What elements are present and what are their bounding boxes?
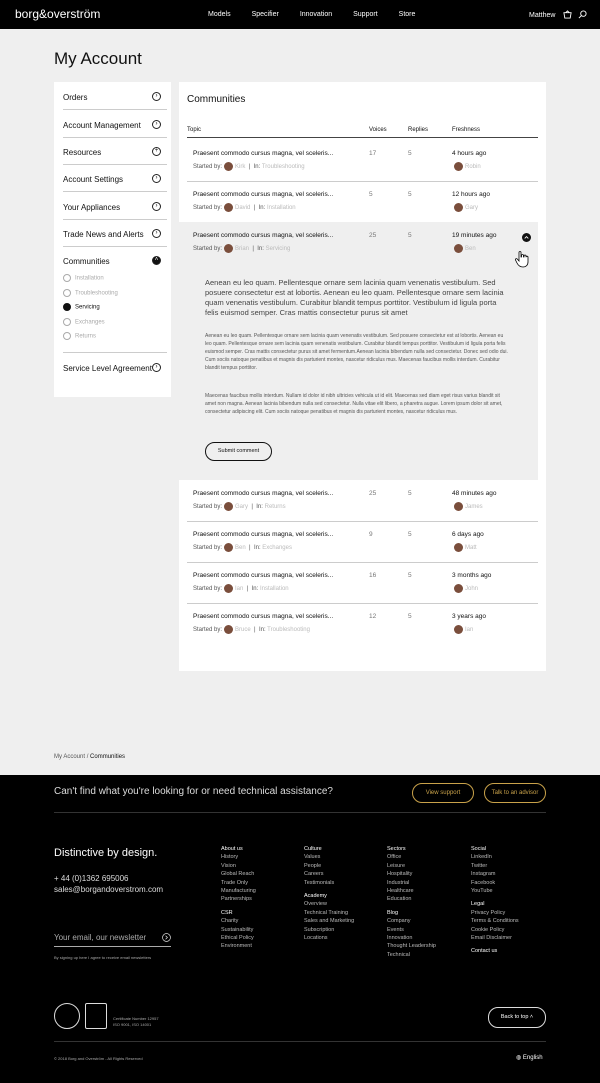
thread-paragraph: Maecenas faucibus mollis interdum. Nullam id dolor id nibh ultricies vehicula ut id elit. Maecenas sed diam eget risus varius blandit sit amet non magna. Aenean lacinia bibendum nulla sed consectetur. Nulla vitae elit libero, a pharetra augue. Lorem ipsum dolor sit amet, consectetur adipiscing elit. Cum sociis natoque penatibus et magnis dis parturient montes, nascetur ridiculus mus. [205,393,503,415]
freshness-time: 6 days ago [452,531,484,538]
account-sidebar [54,82,171,397]
topic-title[interactable]: Praesent commodo cursus magna, vel sceleris... [193,531,334,538]
topic-meta: Started by: Ben | In: Exchanges [193,543,292,552]
collapse-icon[interactable] [522,233,531,242]
quality-seal-icon [54,1003,80,1029]
freshness-time: 4 hours ago [452,150,487,157]
voices-count: 25 [369,490,377,497]
replies-count: 5 [408,613,412,620]
topic-title[interactable]: Praesent commodo cursus magna, vel sceleris... [193,150,334,157]
topic-title[interactable]: Praesent commodo cursus magna, vel sceleris... [193,490,334,497]
copyright: © 2018 Borg and Overström - All Rights Reserved [54,1056,143,1061]
email-link[interactable]: sales@borgandoverstrom.com [54,885,164,894]
topic-meta: Started by: Gary | In: Returns [193,502,286,511]
chevron-right-icon: › [152,202,161,211]
row-divider [187,562,538,563]
thread-lead: Aenean eu leo quam. Pellentesque ornare sem lacinia quam venenatis vestibulum. Sed posuere consectetur est at lobortis. Aenean eu leo quam. Pellentesque ornare sem lacinia quam venenatis vestibulum. Curabitur blandit tempus porttitor. Vestibulum id ligula porta felis euismod semper. Cras mattis consectetur purus sit amet [205,278,504,317]
freshness-user: Ian [452,625,473,634]
voices-count: 5 [369,191,373,198]
replies-count: 5 [408,232,412,239]
replies-count: 5 [408,191,412,198]
freshness-user: Gary [452,203,478,212]
replies-count: 5 [408,150,412,157]
thread-paragraph: Aenean eu leo quam. Pellentesque ornare sem lacinia quam venenatis vestibulum. Sed posuere consectetur est at lobortis. Aenean eu leo quam. Pellentesque ornare sem lacinia quam venenatis vestibulum. Curabitur blandit tempus porttitor. Vestibulum id ligula porta felis euismod semper. Cras mattis consectetur purus sit amet fermentum.Aenean lacinia bibendum nulla sed consectetur. Donec sed odio dui. Cum sociis natoque penatibus et magnis dis parturient montes, nascetur ridiculus mus. Maecenas faucibus mollis interdum. Curabitur blandit tempus porttitor. [205,333,508,371]
main-nav [208,11,436,18]
newsletter-note: By signing up here I agree to receive email newsletters [54,955,152,960]
avatar [224,244,233,253]
freshness-user: Ben [452,244,476,253]
footer-divider [54,1041,546,1042]
topic-meta: Started by: Bruce | In: Troubleshooting [193,625,310,634]
nav-models[interactable]: Models [208,11,231,18]
topic-title[interactable]: Praesent commodo cursus magna, vel sceleris... [193,613,334,620]
sidebar-item-account-management[interactable]: Account Management › [63,121,167,138]
topic-meta: Started by: David | In: Installation [193,203,296,212]
chevron-right-icon: › [152,174,161,183]
newsletter-input[interactable]: Your email, our newsletter [54,933,147,942]
avatar [454,625,463,634]
plus-icon: + [152,147,161,156]
site-footer [0,775,600,1083]
sidebar-item-trade-news[interactable]: Trade News and Alerts › [63,230,167,247]
row-divider [187,181,538,182]
sidebar-item-resources[interactable]: Resources + [63,148,167,165]
avatar [454,584,463,593]
freshness-user: John [452,584,478,593]
newsletter-underline [54,946,171,947]
replies-count: 5 [408,531,412,538]
logo[interactable]: borg&overström [15,7,101,21]
user-name[interactable]: Matthew [529,12,556,19]
voices-count: 17 [369,150,377,157]
radio-icon [63,274,71,282]
freshness-time: 3 years ago [452,613,486,620]
voices-count: 12 [369,613,377,620]
radio-icon [63,289,71,297]
certificate-info: Certificate Number 12957 ISO 9001, ISO 14001 [113,1016,159,1027]
communities-panel [179,82,546,671]
sidebar-item-your-appliances[interactable]: Your Appliances › [63,203,167,220]
radio-icon [63,332,71,340]
chevron-right-icon: › [152,120,161,129]
avatar [454,203,463,212]
sub-installation[interactable]: Installation [63,274,104,282]
freshness-user: Matt [452,543,477,552]
support-cta: Can't find what you're looking for or need technical assistance? [54,786,333,797]
avatar [454,162,463,171]
freshness-user: Robin [452,162,481,171]
avatar [224,162,233,171]
submit-comment-button[interactable]: Submit comment [205,442,272,461]
replies-count: 5 [408,572,412,579]
sub-servicing[interactable]: Servicing [63,303,100,311]
th-freshness: Freshness [452,127,481,133]
avatar [224,625,233,634]
sidebar-item-orders[interactable]: Orders › [63,93,167,110]
radio-icon [63,318,71,326]
sub-returns[interactable]: Returns [63,332,96,340]
freshness-user: James [452,502,483,511]
pointer-cursor-icon [515,250,529,268]
avatar [454,244,463,253]
voices-count: 16 [369,572,377,579]
breadcrumb-root[interactable]: My Account [54,754,86,760]
freshness-time: 12 hours ago [452,191,490,198]
footer-col-sectors: Sectors Office Leisure Hospitality Industrial Healthcare Education Blog Company Events Innovation Thought Leadership Technical [387,846,436,958]
footer-col-social: Social LinkedIn Twitter Instagram Facebook YouTube Legal Privacy Policy Terms & Conditions Cookie Policy Email Disclaimer Contact us [471,846,519,955]
globe-icon: ◍ [516,1055,522,1061]
freshness-time: 48 minutes ago [452,490,497,497]
avatar [224,543,233,552]
footer-divider [54,812,546,813]
view-support-button[interactable]: View support [412,783,474,803]
nav-specifier[interactable]: Specifier [251,11,279,18]
check-icon [63,303,71,311]
th-replies: Replies [408,127,429,133]
header-divider [187,137,538,138]
ukas-seal-icon [85,1003,107,1029]
tagline: Distinctive by design. [54,847,158,859]
breadcrumb: My Account / Communities [54,754,126,760]
nav-support[interactable]: Support [353,11,378,18]
phone[interactable]: + 44 (0)1362 695006 [54,874,129,883]
submit-arrow-icon[interactable] [162,933,171,942]
back-to-top-button[interactable]: Back to top ˄ [488,1007,546,1028]
footer-col-culture: Culture Values People Careers Testimonials Academy Overview Technical Training Sales and Marketing Subscription Locations [304,846,355,942]
search-icon[interactable] [578,10,587,19]
nav-innovation[interactable]: Innovation [299,11,333,18]
replies-count: 5 [408,490,412,497]
row-divider [187,603,538,604]
voices-count: 25 [369,232,377,239]
sub-exchanges[interactable]: Exchanges [63,318,105,326]
th-topic: Topic [187,127,202,133]
topic-meta: Started by: Kirk | In: Troubleshooting [193,162,305,171]
nav-store[interactable]: Store [398,11,416,18]
sidebar-item-sla[interactable]: Service Level Agreement › [63,364,167,374]
topic-title[interactable]: Praesent commodo cursus magna, vel sceleris... [193,232,334,239]
freshness-time: 19 minutes ago [452,232,497,239]
avatar [454,543,463,552]
row-divider [187,521,538,522]
footer-col-about: About us History Vision Global Reach Trade Only Manufacturing Partnerships CSR Charity Sustainability Ethical Policy Environment [221,846,256,950]
site-header [0,0,600,29]
freshness-time: 3 months ago [452,572,492,579]
chevron-up-icon: ˄ [152,256,161,265]
advisor-button[interactable]: Talk to an advisor [484,783,546,803]
sidebar-item-communities[interactable]: Communities ˄ [63,257,167,353]
breadcrumb-current: Communities [90,754,126,760]
chevron-right-icon: › [152,363,161,372]
language-selector[interactable]: ◍ English [516,1055,543,1061]
chevron-right-icon: › [152,92,161,101]
topic-meta: Started by: Ian | In: Installation [193,584,289,593]
panel-title: Communities [187,94,246,105]
chevron-up-icon: ˄ [529,1014,534,1020]
topic-title[interactable]: Praesent commodo cursus magna, vel sceleris... [193,572,334,579]
chevron-right-icon: › [152,229,161,238]
basket-icon[interactable] [563,10,572,19]
topic-meta: Started by: Brian | In: Servicing [193,244,290,253]
avatar [454,502,463,511]
sidebar-item-account-settings[interactable]: Account Settings › [63,175,167,192]
topic-title[interactable]: Praesent commodo cursus magna, vel sceleris... [193,191,334,198]
voices-count: 9 [369,531,373,538]
th-voices: Voices [369,127,387,133]
avatar [224,502,233,511]
avatar [224,584,233,593]
sub-troubleshooting[interactable]: Troubleshooting [63,289,118,297]
avatar [224,203,233,212]
page-title: My Account [54,49,142,68]
